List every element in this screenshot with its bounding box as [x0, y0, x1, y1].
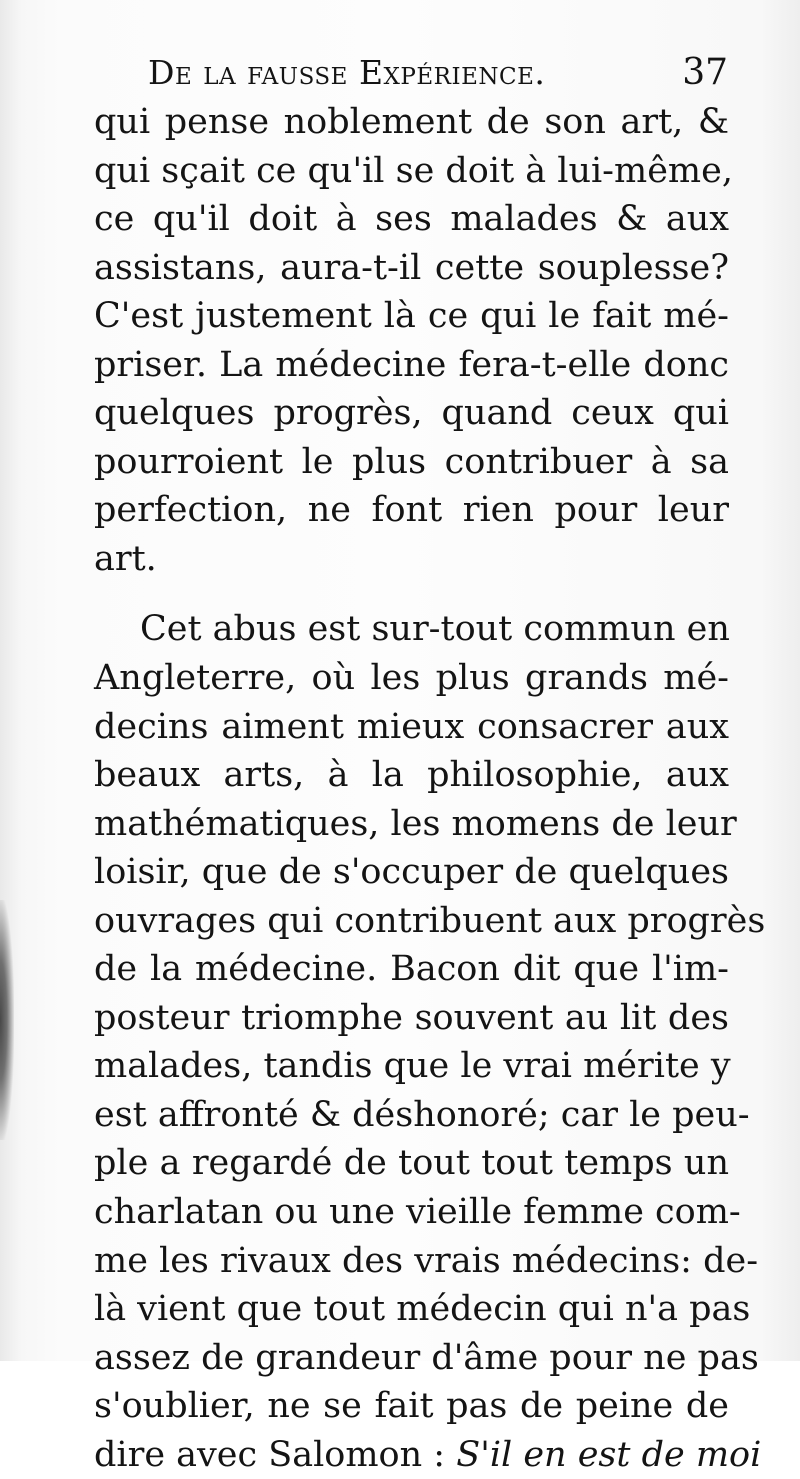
- text-line: me les rivaux des vrais médecins: de-: [94, 1240, 759, 1281]
- text-line: posteur triomphe souvent au lit des: [94, 997, 729, 1038]
- paragraph-gap: [94, 583, 729, 605]
- running-head: De la fausse Expérience.: [148, 53, 546, 92]
- binding-shadow: [0, 900, 14, 1140]
- final-line-roman: dire avec Salomon :: [94, 1434, 446, 1475]
- text-line: malades, tandis que le vrai mérite y: [94, 1046, 731, 1087]
- page-number: 37: [682, 52, 728, 93]
- text-line: ce qu'il doit à ses malades & aux: [94, 199, 729, 240]
- text-line: C'est justement là ce qui le fait mé-: [94, 296, 729, 337]
- paragraph-1: [94, 98, 733, 583]
- page-header: [148, 48, 728, 98]
- text-line: perfection, ne font rien pour leur: [94, 490, 729, 531]
- text-line: Angleterre, où les plus grands mé-: [94, 658, 729, 699]
- text-line: charlatan ou une vieille femme com-: [94, 1192, 741, 1233]
- text-line: quelques progrès, quand ceux qui: [94, 393, 729, 434]
- text-line: qui pense noblement de son art, &: [94, 102, 729, 142]
- text-line: ouvrages qui contribuent aux progrès: [94, 900, 766, 941]
- text-line: s'oublier, ne se fait pas de peine de: [94, 1386, 729, 1427]
- text-line: beaux arts, à la philosophie, aux: [94, 755, 729, 796]
- text-line: priser. La médecine fera-t-elle donc: [94, 344, 729, 385]
- text-line: qui sçait ce qu'il se doit à lui-même,: [94, 150, 733, 191]
- text-line: art.: [94, 538, 157, 579]
- text-line: loisir, que de s'occuper de quelques: [94, 852, 729, 893]
- text-line: là vient que tout médecin qui n'a pas: [94, 1289, 751, 1330]
- text-line: Cet abus est sur-tout commun en: [140, 609, 730, 650]
- text-line: decins aiment mieux consacrer aux: [94, 706, 729, 747]
- text-line: assistans, aura-t-il cette souplesse?: [94, 247, 729, 288]
- text-line: assez de grandeur d'âme pour ne pas: [94, 1337, 759, 1378]
- text-line: est affronté & déshonoré; car le peu-: [94, 1094, 750, 1135]
- body-text: [94, 98, 766, 1479]
- paragraph-2: [94, 605, 766, 1479]
- text-line: de la médecine. Bacon dit que l'im-: [94, 949, 729, 990]
- text-line: ple a regardé de tout tout temps un: [94, 1143, 729, 1184]
- final-line-italic: S'il en est de moi: [456, 1434, 762, 1475]
- final-line: [94, 1431, 762, 1479]
- text-line: mathématiques, les momens de leur: [94, 803, 737, 844]
- text-line: pourroient le plus contribuer à sa: [94, 441, 729, 482]
